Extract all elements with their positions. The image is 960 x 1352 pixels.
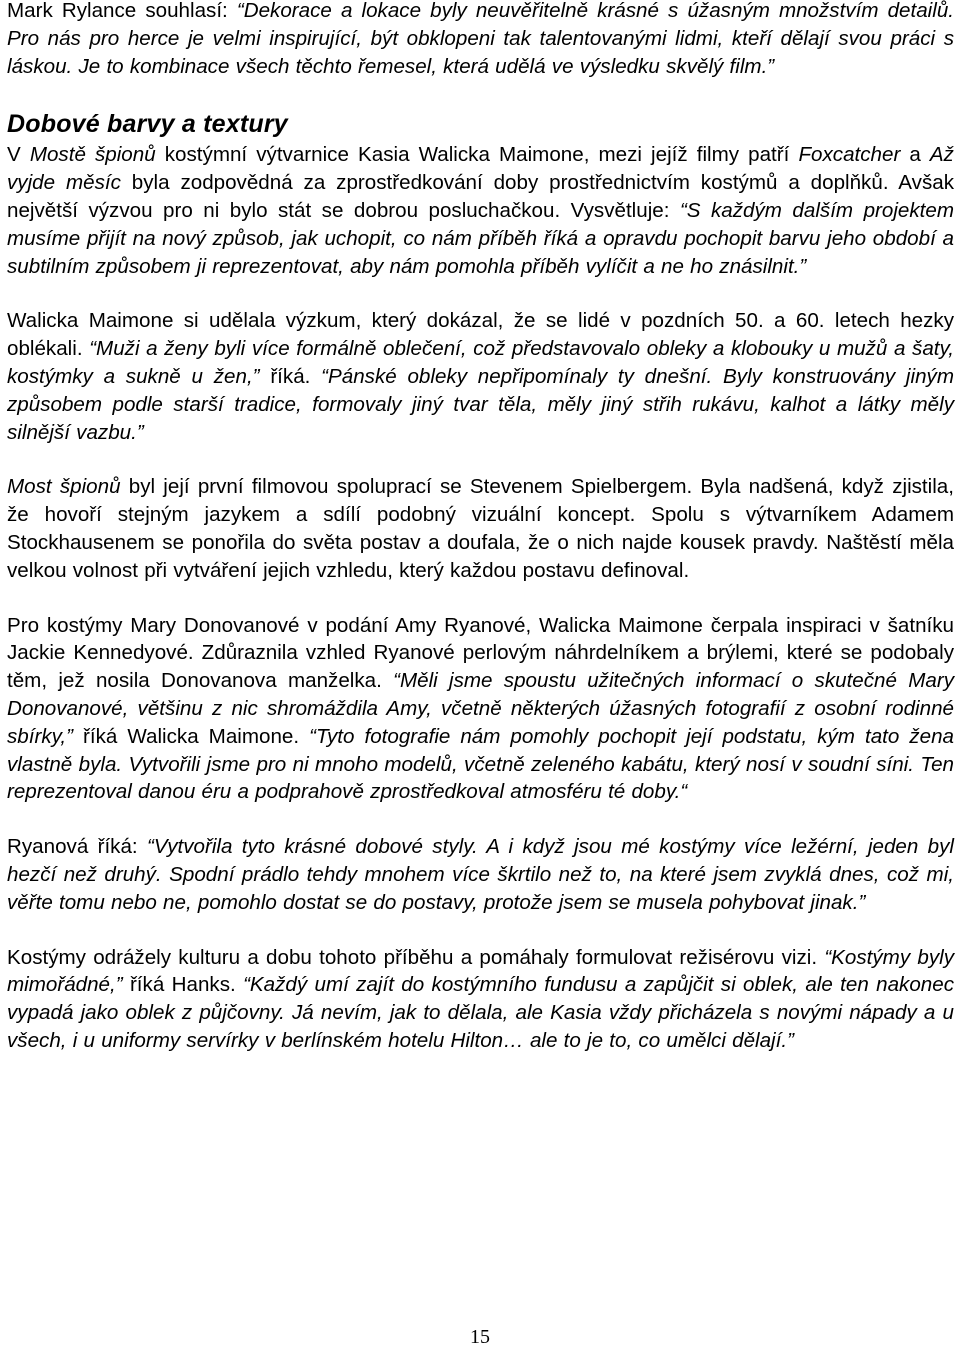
text-run: říká.	[259, 364, 322, 388]
italic-run: Foxcatcher	[798, 143, 901, 167]
paragraph-walicka-intro	[7, 141, 954, 280]
paragraph-walicka-research	[7, 307, 954, 446]
text-run: byla zodpovědná za zprostředkování doby prostřednictvím kostýmů a doplňků. Avšak největší výzvou pro ni bylo stát se dobrou posluchačkou. Vysvětluje:	[7, 171, 954, 222]
text-run: Ryanová říká:	[7, 835, 147, 859]
text-run: a	[900, 143, 930, 167]
text-run: říká Walicka Maimone.	[72, 724, 310, 748]
italic-run: Mostě špionů	[29, 143, 156, 167]
italic-run: Až vyjde měsíc	[7, 143, 954, 195]
text-run: Mark Rylance souhlasí:	[7, 0, 237, 22]
text-run: Pro kostýmy Mary Donovanové v podání Amy Ryanové, Walicka Maimone čerpala inspiraci v šatníku Jackie Kennedyové. Zdůraznila vzhled Ryanové perlovým náhrdelníkem a brýlemi, které se podobaly těm, jež nosila Donovanova manželka.	[7, 613, 954, 693]
text-run: Walicka Maimone si udělala výzkum, který dokázal, že se lidé v pozdních 50. a 60. letech hezky oblékali.	[7, 309, 954, 361]
paragraph-mary-donovan	[7, 612, 954, 807]
text-run: říká Hanks.	[122, 973, 244, 997]
text-run: V	[7, 143, 30, 167]
italic-run: “Každý umí zajít do kostýmního fundusu a zapůjčit si oblek, ale ten nakonec vypadá jako oblek z půjčovny. Já nevím, jak to dělala, ale Kasia vždy přicházela s novými nápady a u všech, i u uniformy servírky v berlínském hotelu Hilton… ale to je to, co umělci dělají.”	[7, 973, 954, 1052]
paragraph-rylance-quote	[7, 0, 954, 80]
paragraph-hanks-quote	[7, 944, 954, 1055]
section-heading: Dobové barvy a textury	[7, 110, 288, 139]
text-run: byl její první filmovou spoluprací se Stevenem Spielbergem. Byla nadšená, když zjistila, že hovoří stejným jazykem a sdílí podobný vizuální koncept. Spolu s výtvarníkem Adamem Stockhausenem se ponořila do světa postav a doufala, že o nich najde kousek pravdy. Naštěstí měla velkou volnost při vytváření jejich vzhledu, který každou postavu definoval.	[7, 475, 954, 582]
document-page	[7, 0, 954, 1055]
paragraph-ryan-quote	[7, 833, 954, 916]
italic-run: “Pánské obleky nepřipomínaly ty dnešní. Byly konstruovány jiným způsobem podle starší tradice, formovaly jiný tvar těla, měly jiný střih rukávu, kalhot a látky měly silnější vazbu.”	[7, 364, 954, 444]
text-run: Kostýmy odrážely kulturu a dobu tohoto příběhu a pomáhaly formulovat režisérovu vizi.	[7, 945, 825, 969]
italic-run: “Muži a ženy byli více formálně oblečení, což představovalo obleky a klobouky u mužů a šaty, kostýmky a sukně u žen,”	[7, 337, 954, 388]
text-run: kostýmní výtvarnice Kasia Walicka Maimone, mezi jejíž filmy patří	[155, 143, 799, 167]
italic-run: “Vytvořila tyto krásné dobové styly. A i když jsou mé kostýmy více ležérní, jeden byl hezčí než druhý. Spodní prádlo tehdy mnohem více škrtilo než to, na které jsem zvyklá dnes, což mi, věřte tomu nebo ne, pomohlo dostat se do postavy, protože jsem se musela pohybovat jinak.”	[7, 835, 954, 914]
italic-run: “S každým dalším projektem musíme přijít na nový způsob, jak uchopit, co nám příběh říká a opravdu pochopit barvu jeho období a subtilním způsobem ji reprezentovat, aby nám pomohla příběh vylíčit a ne ho znásilnit.”	[7, 198, 954, 278]
page-number: 15	[470, 1326, 490, 1348]
italic-run: “Kostýmy byly mimořádné,”	[7, 945, 954, 997]
italic-run: “Měli jsme spoustu užitečných informací o skutečné Mary Donovanové, většinu z nic shromáždila Amy, včetně některých úžasných fotografií z osobní rodinné sbírky,”	[7, 669, 954, 748]
paragraph-spielberg	[7, 473, 954, 584]
italic-run: “Tyto fotografie nám pomohly pochopit její podstatu, kým tato žena vlastně byla. Vytvořili jsme pro ni mnoho modelů, včetně zeleného kabátu, který nosí v soudní síni. Ten reprezentoval danou éru a podprahově zprostředkoval atmosféru té doby.“	[7, 724, 954, 804]
italic-run: Most špionů	[7, 475, 121, 499]
italic-run: “Dekorace a lokace byly neuvěřitelně krásné s úžasným množstvím detailů. Pro nás pro herce je velmi inspirující, být obklopeni tak talentovanými lidmi, kteří dělají svou práci s láskou. Je to kombinace všech těchto řemesel, která udělá ve výsledku skvělý film.”	[7, 0, 954, 78]
